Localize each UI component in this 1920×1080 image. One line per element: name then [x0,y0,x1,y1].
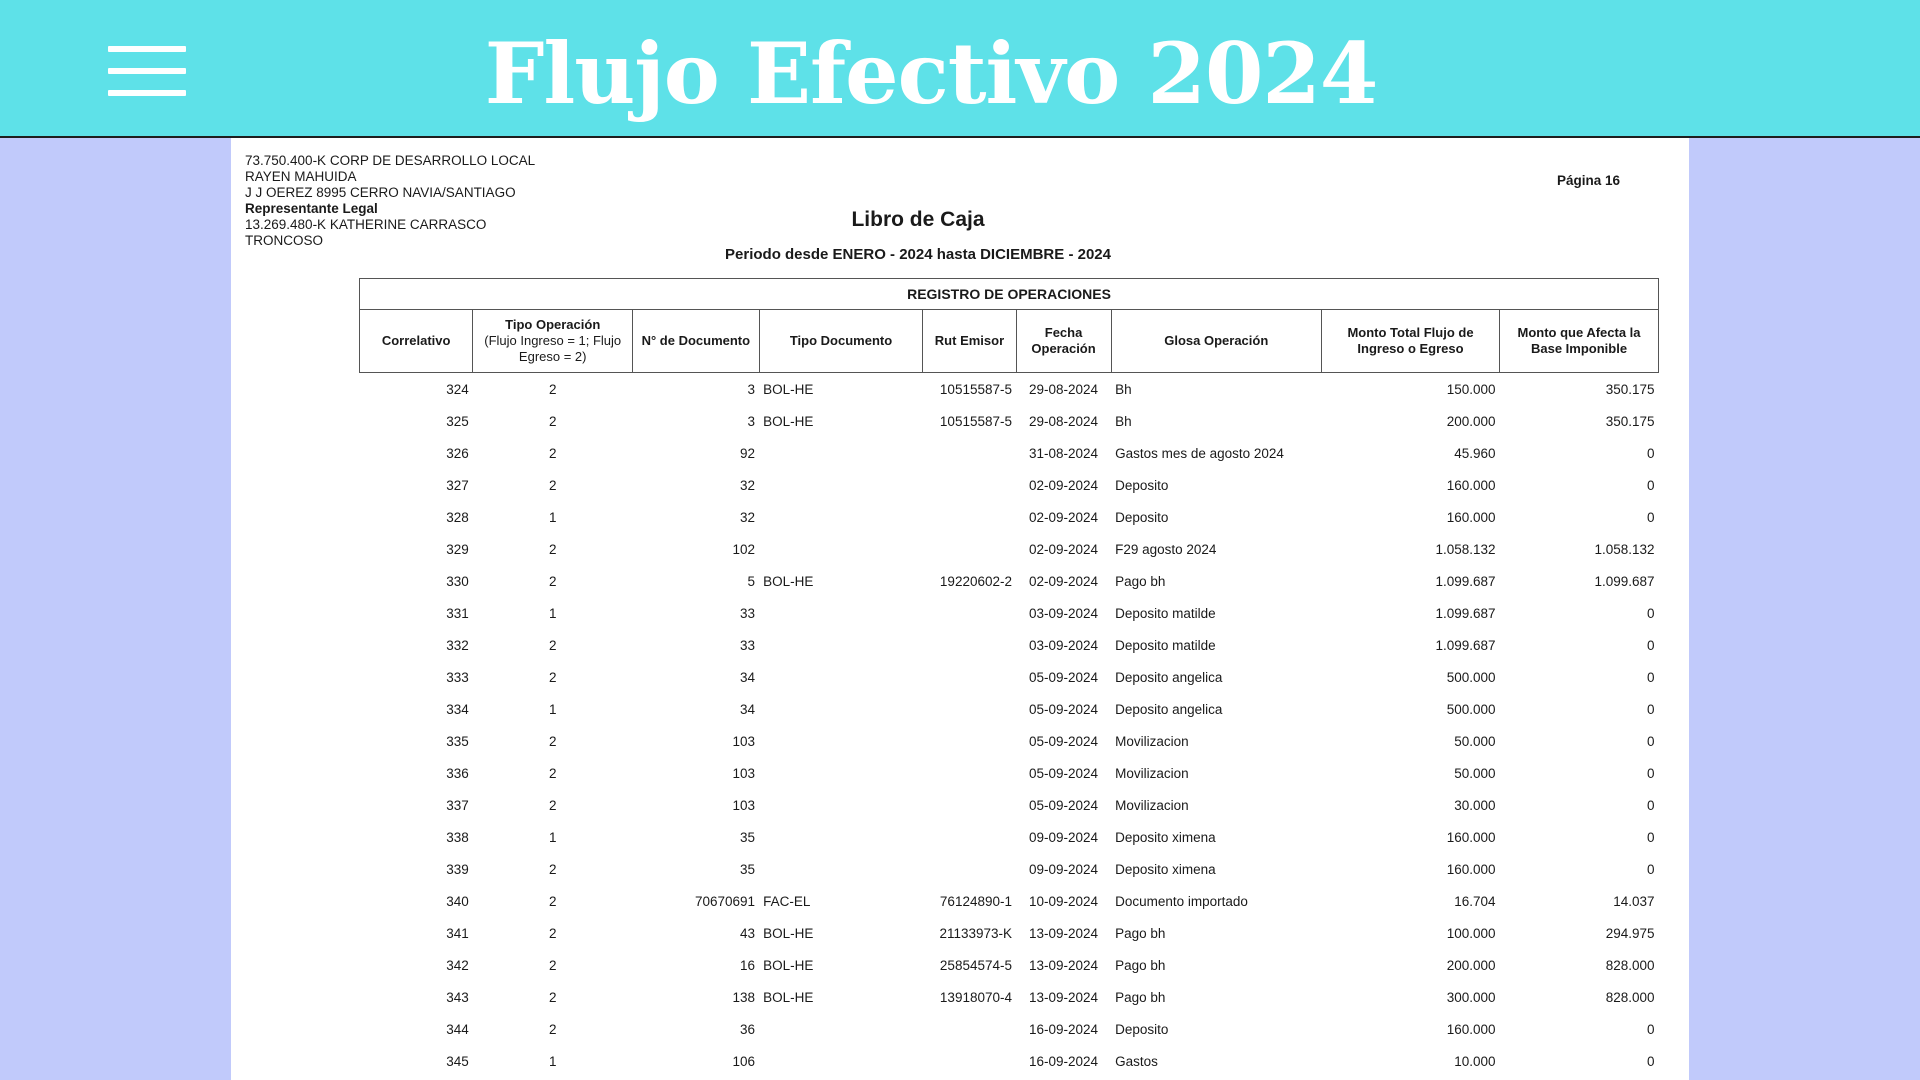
col-monto-total: Monto Total Flujo de Ingreso o Egreso [1321,310,1499,373]
cell-correlativo: 339 [446,861,469,877]
table-row [360,437,1659,469]
cell-tipo-documento: BOL-HE [763,413,814,429]
table-row [360,949,1659,981]
cell-correlativo: 336 [446,765,469,781]
cell-rut-emisor: 10515587-5 [939,381,1012,397]
cell-monto-base: 294.975 [1605,925,1655,941]
cell-tipo-documento [759,661,923,693]
col-tipo-operacion-label: Tipo Operación [505,317,601,332]
cell-tipo-documento: BOL-HE [763,925,814,941]
table-row [360,1045,1659,1077]
table-row [360,405,1659,437]
col-monto-base: Monto que Afecta la Base Imponible [1500,310,1659,373]
cell-tipo-documento: BOL-HE [763,381,814,397]
cell-correlativo: 330 [446,573,469,589]
cell-fecha: 03-09-2024 [1029,605,1099,621]
cell-tipo-documento: FAC-EL [763,893,811,909]
table-row [360,821,1659,853]
cell-n-documento: 34 [740,669,756,685]
cell-monto-base: 14.037 [1613,893,1655,909]
document-period: Periodo desde ENERO - 2024 hasta DICIEMBRE - 2024 [725,246,1111,263]
cell-correlativo: 325 [446,413,469,429]
cell-correlativo: 345 [446,1053,469,1069]
cell-rut-emisor: 19220602-2 [939,573,1012,589]
cell-fecha: 29-08-2024 [1029,413,1099,429]
cell-tipo-operacion: 1 [548,509,557,525]
cell-correlativo: 326 [446,445,469,461]
cell-tipo-documento [759,853,923,885]
cell-rut-emisor [923,501,1016,533]
cell-fecha: 02-09-2024 [1029,573,1099,589]
cell-glosa: Documento importado [1115,893,1248,909]
cell-tipo-operacion: 2 [548,765,557,781]
cell-monto-total: 200.000 [1446,413,1496,429]
table-row [360,1013,1659,1045]
cell-monto-total: 500.000 [1446,701,1496,717]
cell-n-documento: 102 [732,541,756,557]
cell-monto-total: 45.960 [1454,445,1496,461]
cell-tipo-documento [759,629,923,661]
cell-glosa: Deposito [1115,477,1169,493]
cell-correlativo: 329 [446,541,469,557]
cell-monto-base: 828.000 [1605,989,1655,1005]
table-row [360,565,1659,597]
cell-tipo-documento: BOL-HE [763,957,814,973]
table-row [360,917,1659,949]
cell-correlativo: 334 [446,701,469,717]
cell-rut-emisor [923,853,1016,885]
cell-tipo-operacion: 2 [548,477,557,493]
cell-monto-total: 50.000 [1454,765,1496,781]
cell-tipo-operacion: 2 [548,733,557,749]
legal-rep-label: Representante Legal [245,201,378,216]
cell-monto-total: 200.000 [1446,957,1496,973]
cell-tipo-operacion: 2 [548,925,557,941]
cell-n-documento: 33 [740,605,756,621]
col-tipo-operacion [473,310,633,373]
col-tipo-operacion-legend: (Flujo Ingreso = 1; Flujo Egreso = 2) [484,333,622,364]
cell-n-documento: 33 [740,637,756,653]
cell-n-documento: 16 [740,957,756,973]
cell-tipo-documento [759,789,923,821]
company-line: 13.269.480-K KATHERINE CARRASCO [245,217,487,232]
cell-monto-total: 1.099.687 [1435,573,1496,589]
cell-monto-base: 0 [1646,861,1655,877]
cell-rut-emisor [923,1045,1016,1077]
cell-glosa: Gastos mes de agosto 2024 [1115,445,1284,461]
cell-monto-base: 0 [1646,765,1655,781]
cell-rut-emisor: 25854574-5 [939,957,1012,973]
cell-n-documento: 103 [732,733,756,749]
col-fecha-operacion: Fecha Operación [1016,310,1111,373]
table-row [360,629,1659,661]
cell-correlativo: 343 [446,989,469,1005]
col-glosa: Glosa Operación [1111,310,1321,373]
cell-correlativo: 333 [446,669,469,685]
cell-monto-base: 0 [1646,477,1655,493]
cell-rut-emisor [923,533,1016,565]
cell-correlativo: 338 [446,829,469,845]
cell-monto-total: 150.000 [1446,381,1496,397]
cell-rut-emisor: 13918070-4 [939,989,1012,1005]
cell-tipo-operacion: 2 [548,381,557,397]
cell-n-documento: 43 [740,925,756,941]
company-line: J J OEREZ 8995 CERRO NAVIA/SANTIAGO [245,185,516,200]
cell-fecha: 10-09-2024 [1029,893,1099,909]
cell-glosa: Deposito angelica [1115,701,1223,717]
cell-tipo-operacion: 2 [548,989,557,1005]
cell-monto-total: 1.058.132 [1435,541,1496,557]
cell-tipo-operacion: 2 [548,413,557,429]
cell-n-documento: 5 [747,573,756,589]
cell-tipo-operacion: 2 [548,669,557,685]
company-line: RAYEN MAHUIDA [245,169,357,184]
cell-rut-emisor: 76124890-1 [939,893,1012,909]
cell-correlativo: 335 [446,733,469,749]
cell-fecha: 13-09-2024 [1029,957,1099,973]
cell-monto-base: 0 [1646,797,1655,813]
cell-glosa: F29 agosto 2024 [1115,541,1217,557]
cell-fecha: 02-09-2024 [1029,477,1099,493]
cell-correlativo: 341 [446,925,469,941]
cell-n-documento: 35 [740,829,756,845]
cell-fecha: 05-09-2024 [1029,701,1099,717]
cell-tipo-operacion: 2 [548,797,557,813]
cell-glosa: Movilizacion [1115,733,1189,749]
cell-glosa: Gastos [1115,1053,1158,1069]
cell-glosa: Movilizacion [1115,765,1189,781]
cell-glosa: Pago bh [1115,925,1166,941]
cell-tipo-operacion: 2 [548,1021,557,1037]
cell-n-documento: 92 [740,445,756,461]
cell-n-documento: 36 [740,1021,756,1037]
cell-tipo-documento [759,757,923,789]
table-row [360,661,1659,693]
cell-monto-base: 0 [1646,733,1655,749]
cell-n-documento: 106 [732,1053,756,1069]
cell-fecha: 31-08-2024 [1029,445,1099,461]
cell-glosa: Deposito angelica [1115,669,1223,685]
cell-tipo-documento [759,533,923,565]
cell-tipo-operacion: 2 [548,573,557,589]
cell-rut-emisor [923,693,1016,725]
cell-fecha: 29-08-2024 [1029,381,1099,397]
cell-monto-total: 10.000 [1454,1053,1496,1069]
cell-n-documento: 70670691 [694,893,756,909]
cell-tipo-documento [759,693,923,725]
cell-tipo-documento [759,1045,923,1077]
cell-monto-base: 0 [1646,605,1655,621]
cell-monto-total: 16.704 [1454,893,1496,909]
cell-fecha: 09-09-2024 [1029,861,1099,877]
cell-monto-base: 0 [1646,509,1655,525]
cell-tipo-operacion: 2 [548,541,557,557]
table-row [360,693,1659,725]
cell-tipo-documento [759,469,923,501]
cell-n-documento: 103 [732,797,756,813]
cell-monto-base: 0 [1646,701,1655,717]
cell-glosa: Deposito matilde [1115,637,1216,653]
col-rut-emisor: Rut Emisor [923,310,1016,373]
cell-glosa: Movilizacion [1115,797,1189,813]
cell-rut-emisor [923,469,1016,501]
cell-tipo-documento [759,501,923,533]
cell-fecha: 13-09-2024 [1029,925,1099,941]
cell-correlativo: 332 [446,637,469,653]
cell-fecha: 02-09-2024 [1029,509,1099,525]
cell-glosa: Deposito ximena [1115,861,1216,877]
cell-rut-emisor [923,629,1016,661]
cell-monto-base: 0 [1646,637,1655,653]
cell-tipo-operacion: 1 [548,701,557,717]
cell-monto-total: 160.000 [1446,1021,1496,1037]
col-correlativo: Correlativo [360,310,473,373]
cell-tipo-documento [759,437,923,469]
document-title: Libro de Caja [851,208,985,231]
cell-n-documento: 3 [747,413,756,429]
cell-correlativo: 328 [446,509,469,525]
table-row [360,853,1659,885]
cell-glosa: Pago bh [1115,573,1166,589]
cell-rut-emisor [923,1013,1016,1045]
cell-monto-base: 828.000 [1605,957,1655,973]
table-row [360,373,1659,406]
cell-tipo-documento [759,1013,923,1045]
cell-rut-emisor [923,437,1016,469]
cell-monto-total: 30.000 [1454,797,1496,813]
cell-monto-total: 50.000 [1454,733,1496,749]
table-row [360,533,1659,565]
cell-n-documento: 35 [740,861,756,877]
cell-glosa: Pago bh [1115,957,1166,973]
cell-tipo-operacion: 2 [548,893,557,909]
cell-n-documento: 34 [740,701,756,717]
cell-monto-total: 160.000 [1446,509,1496,525]
cell-fecha: 16-09-2024 [1029,1053,1099,1069]
cell-glosa: Bh [1115,413,1132,429]
cell-n-documento: 32 [740,509,756,525]
cell-fecha: 16-09-2024 [1029,1021,1099,1037]
cell-correlativo: 342 [446,957,469,973]
page-number: Página 16 [1557,173,1621,188]
cell-fecha: 09-09-2024 [1029,829,1099,845]
cell-correlativo: 331 [446,605,469,621]
cell-correlativo: 344 [446,1021,469,1037]
cell-rut-emisor [923,821,1016,853]
cell-rut-emisor [923,661,1016,693]
cell-glosa: Deposito ximena [1115,829,1216,845]
table-row [360,725,1659,757]
cell-correlativo: 327 [446,477,469,493]
col-n-documento: N° de Documento [633,310,759,373]
cell-glosa: Deposito [1115,509,1169,525]
cell-monto-total: 160.000 [1446,829,1496,845]
cell-fecha: 05-09-2024 [1029,669,1099,685]
company-line: TRONCOSO [245,233,324,248]
cell-rut-emisor [923,789,1016,821]
cell-rut-emisor [923,757,1016,789]
cell-tipo-operacion: 2 [548,445,557,461]
cell-monto-base: 0 [1646,669,1655,685]
cell-rut-emisor: 21133973-K [939,925,1012,941]
table-row [360,885,1659,917]
company-line: 73.750.400-K CORP DE DESARROLLO LOCAL [245,153,536,168]
operations-table [359,278,1659,1077]
cell-fecha: 05-09-2024 [1029,733,1099,749]
cell-tipo-operacion: 1 [548,829,557,845]
cell-monto-total: 1.099.687 [1435,637,1496,653]
cell-tipo-documento [759,725,923,757]
top-bar [0,0,1920,138]
cell-tipo-operacion: 2 [548,957,557,973]
col-tipo-documento: Tipo Documento [759,310,923,373]
company-info [245,153,535,249]
cell-tipo-documento [759,597,923,629]
cell-glosa: Pago bh [1115,989,1166,1005]
cell-fecha: 05-09-2024 [1029,797,1099,813]
cell-fecha: 03-09-2024 [1029,637,1099,653]
cell-glosa: Deposito [1115,1021,1169,1037]
cell-n-documento: 103 [732,765,756,781]
cell-monto-total: 160.000 [1446,861,1496,877]
section-title: REGISTRO DE OPERACIONES [360,279,1659,310]
cell-monto-base: 0 [1646,1021,1655,1037]
cell-monto-total: 500.000 [1446,669,1496,685]
cell-rut-emisor [923,597,1016,629]
cell-glosa: Bh [1115,381,1132,397]
cell-rut-emisor [923,725,1016,757]
cell-monto-base: 0 [1646,1053,1655,1069]
cell-tipo-documento [759,821,923,853]
table-row [360,789,1659,821]
document-page [231,138,1689,1080]
cell-correlativo: 324 [446,381,469,397]
cell-tipo-documento: BOL-HE [763,573,814,589]
cell-fecha: 05-09-2024 [1029,765,1099,781]
table-row [360,757,1659,789]
table-row [360,501,1659,533]
cell-monto-total: 300.000 [1446,989,1496,1005]
table-row [360,469,1659,501]
cell-monto-base: 1.058.132 [1594,541,1655,557]
cell-tipo-operacion: 1 [548,1053,557,1069]
cell-fecha: 13-09-2024 [1029,989,1099,1005]
cell-monto-total: 100.000 [1446,925,1496,941]
cell-glosa: Deposito matilde [1115,605,1216,621]
cell-tipo-operacion: 2 [548,637,557,653]
cell-correlativo: 337 [446,797,469,813]
table-row [360,981,1659,1013]
cell-n-documento: 3 [747,381,756,397]
cell-monto-base: 1.099.687 [1594,573,1655,589]
cell-rut-emisor: 10515587-5 [939,413,1012,429]
cell-monto-base: 0 [1646,445,1655,461]
cell-tipo-operacion: 1 [548,605,557,621]
cell-monto-base: 0 [1646,829,1655,845]
cell-n-documento: 32 [740,477,756,493]
cell-correlativo: 340 [446,893,469,909]
cell-fecha: 02-09-2024 [1029,541,1099,557]
table-row [360,597,1659,629]
page-title: Flujo Efectivo 2024 [484,24,1378,123]
cell-n-documento: 138 [732,989,756,1005]
cell-monto-base: 350.175 [1605,381,1655,397]
cell-monto-total: 1.099.687 [1435,605,1496,621]
cell-tipo-documento: BOL-HE [763,989,814,1005]
cell-monto-total: 160.000 [1446,477,1496,493]
cell-monto-base: 350.175 [1605,413,1655,429]
cell-tipo-operacion: 2 [548,861,557,877]
